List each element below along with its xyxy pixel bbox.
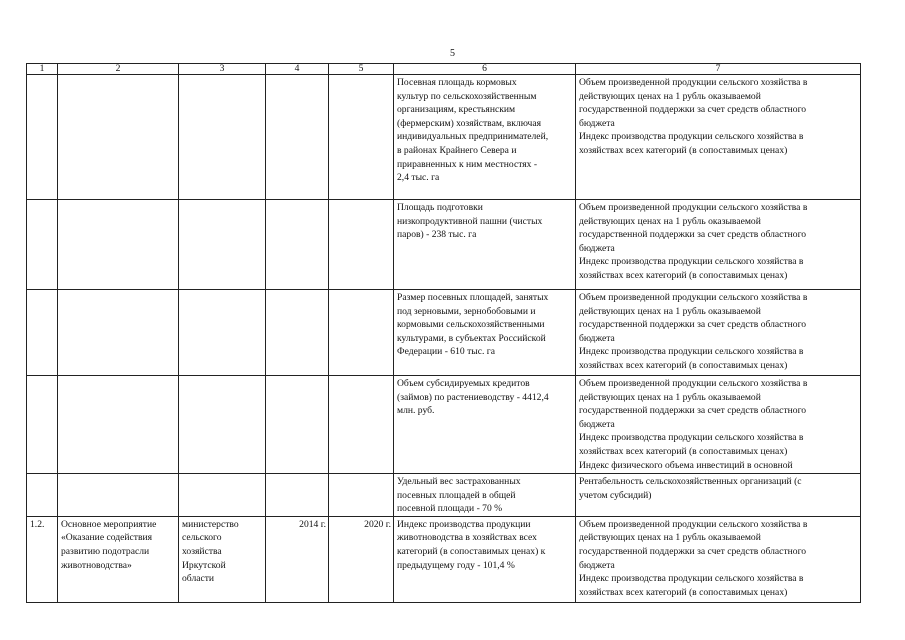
text-line: Площадь подготовки [397,202,483,213]
row-number-cell: 1.2. [27,516,58,602]
text-line: действующих ценах на 1 рубль оказываемой [579,90,761,102]
executor-cell [179,290,266,376]
text-line: Объем произведенной продукции сельского хозяйства в [579,292,808,303]
column-number: 4 [266,64,329,75]
expected-result-cell [394,290,576,376]
table-row [27,516,861,602]
measure-name-cell [58,376,179,474]
indicator-cell [576,474,861,517]
text-line: 2,4 тыс. га [397,172,440,184]
text-line: учетом субсидий) [579,489,652,501]
text-line: развитию подотрасли [61,545,150,557]
text-line: бюджета [579,418,615,430]
text-line: Индекс производства продукции сельского хозяйства в [579,346,804,358]
text-line: хозяйствах всех категорий (в сопоставимых ценах) [579,586,788,598]
table-row [27,290,861,376]
row-number-cell [27,200,58,290]
end-year-cell [329,290,394,376]
text-line: Размер посевных площадей, занятых [397,292,549,303]
text-line: бюджета [579,332,615,344]
text-line: хозяйствах всех категорий (в сопоставимых ценах) [579,359,788,371]
column-number-row [27,64,861,75]
row-number-cell [27,376,58,474]
text-line: действующих ценах на 1 рубль оказываемой [579,391,761,403]
text-line: бюджета [579,117,615,129]
indicator-cell [576,200,861,290]
expected-result-cell [394,516,576,602]
text-line: министерство [182,518,239,530]
indicator-cell [576,290,861,376]
text-line: Индекс производства продукции сельского хозяйства в [579,131,804,143]
text-line: хозяйствах всех категорий (в сопоставимых ценах) [579,445,788,457]
expected-result-cell [394,75,576,200]
text-line: действующих ценах на 1 рубль оказываемой [579,215,761,227]
text-line: бюджета [579,559,615,571]
indicator-cell [576,516,861,602]
indicator-cell [576,376,861,474]
column-number: 5 [329,64,394,75]
text-line: Рентабельность сельскохозяйственных организаций (с [579,476,802,487]
text-line: культурами, в субъектах Российской [397,332,546,344]
column-number: 1 [27,64,58,75]
text-line: культур по сельскохозяйственным [397,90,537,102]
executor-cell [179,200,266,290]
text-line: Посевная площадь кормовых [397,77,517,88]
column-number: 7 [576,64,861,75]
text-line: Индекс производства продукции [397,518,531,530]
start-year-cell: 2014 г. [266,516,329,602]
text-line: бюджета [579,242,615,254]
text-line: действующих ценах на 1 рубль оказываемой [579,305,761,317]
end-year-cell [329,200,394,290]
text-line: животноводства в хозяйствах всех [397,532,537,544]
text-line: Индекс производства продукции сельского хозяйства в [579,573,804,585]
row-number-cell [27,75,58,200]
end-year-cell: 2020 г. [329,516,394,602]
table-header [27,64,861,75]
text-line: государственной поддержки за счет средств областного [579,319,807,331]
text-line: приравненных к ним местностях - [397,158,538,170]
start-year-cell [266,200,329,290]
indicator-cell [576,75,861,200]
text-line: государственной поддержки за счет средств областного [579,405,807,417]
text-line: Объем произведенной продукции сельского хозяйства в [579,77,808,88]
text-line: действующих ценах на 1 рубль оказываемой [579,532,761,544]
text-line: млн. руб. [397,405,435,417]
measure-name-cell [58,200,179,290]
text-line: категорий (в сопоставимых ценах) к [397,545,546,557]
program-measures-table [26,63,861,603]
text-line: Удельный вес застрахованных [397,476,521,487]
expected-result-cell [394,474,576,517]
text-line: животноводства» [61,559,132,571]
start-year-cell [266,474,329,517]
start-year-cell [266,290,329,376]
text-line: под зерновыми, зернобобовыми и [397,305,536,317]
table-row [27,75,861,200]
text-line: паров) - 238 тыс. га [397,229,477,241]
text-line: государственной поддержки за счет средств областного [579,545,807,557]
measure-name-cell [58,474,179,517]
column-number: 2 [58,64,179,75]
text-line: Объем субсидируемых кредитов [397,378,530,389]
text-line: кормовыми сельскохозяйственными [397,319,545,331]
text-line: хозяйства [182,545,222,557]
end-year-cell [329,376,394,474]
text-line: сельского [182,532,222,544]
text-line: Основное мероприятие [61,518,157,530]
expected-result-cell [394,200,576,290]
text-line: государственной поддержки за счет средств областного [579,104,807,116]
table-row [27,200,861,290]
table-row [27,376,861,474]
measure-name-cell [58,290,179,376]
end-year-cell [329,75,394,200]
executor-cell [179,376,266,474]
executor-cell [179,474,266,517]
text-line: низкопродуктивной пашни (чистых [397,215,543,227]
text-line: в районах Крайнего Севера и [397,144,517,156]
text-line: Индекс производства продукции сельского хозяйства в [579,256,804,268]
text-line: Объем произведенной продукции сельского хозяйства в [579,202,808,213]
text-line: Иркутской [182,559,226,571]
text-line: предыдущему году - 101,4 % [397,559,515,571]
text-line: посевной площади - 70 % [397,503,503,515]
column-number: 6 [394,64,576,75]
text-line: области [182,573,215,585]
text-line: хозяйствах всех категорий (в сопоставимых ценах) [579,144,788,156]
table-row [27,474,861,517]
start-year-cell [266,75,329,200]
start-year-cell [266,376,329,474]
text-line: хозяйствах всех категорий (в сопоставимых ценах) [579,269,788,281]
measure-name-cell [58,75,179,200]
measure-name-cell [58,516,179,602]
expected-result-cell [394,376,576,474]
text-line: индивидуальных предпринимателей, [397,131,549,143]
end-year-cell [329,474,394,517]
text-line: (фермерским) хозяйствам, включая [397,117,541,129]
text-line: государственной поддержки за счет средств областного [579,229,807,241]
column-number: 3 [179,64,266,75]
text-line: Индекс физического объема инвестиций в основной [579,459,793,471]
executor-cell [179,75,266,200]
text-line: организациям, крестьянским [397,104,516,116]
text-line: Федерации - 610 тыс. га [397,346,495,358]
row-number-cell [27,290,58,376]
text-line: посевных площадей в общей [397,489,516,501]
text-line: (займов) по растениеводству - 4412,4 [397,391,549,403]
text-line: Объем произведенной продукции сельского хозяйства в [579,518,808,530]
text-line: Объем произведенной продукции сельского хозяйства в [579,378,808,389]
executor-cell [179,516,266,602]
text-line: «Оказание содействия [61,532,153,544]
text-line: Индекс производства продукции сельского хозяйства в [579,432,804,444]
page-number: 5 [450,48,455,59]
row-number-cell [27,474,58,517]
